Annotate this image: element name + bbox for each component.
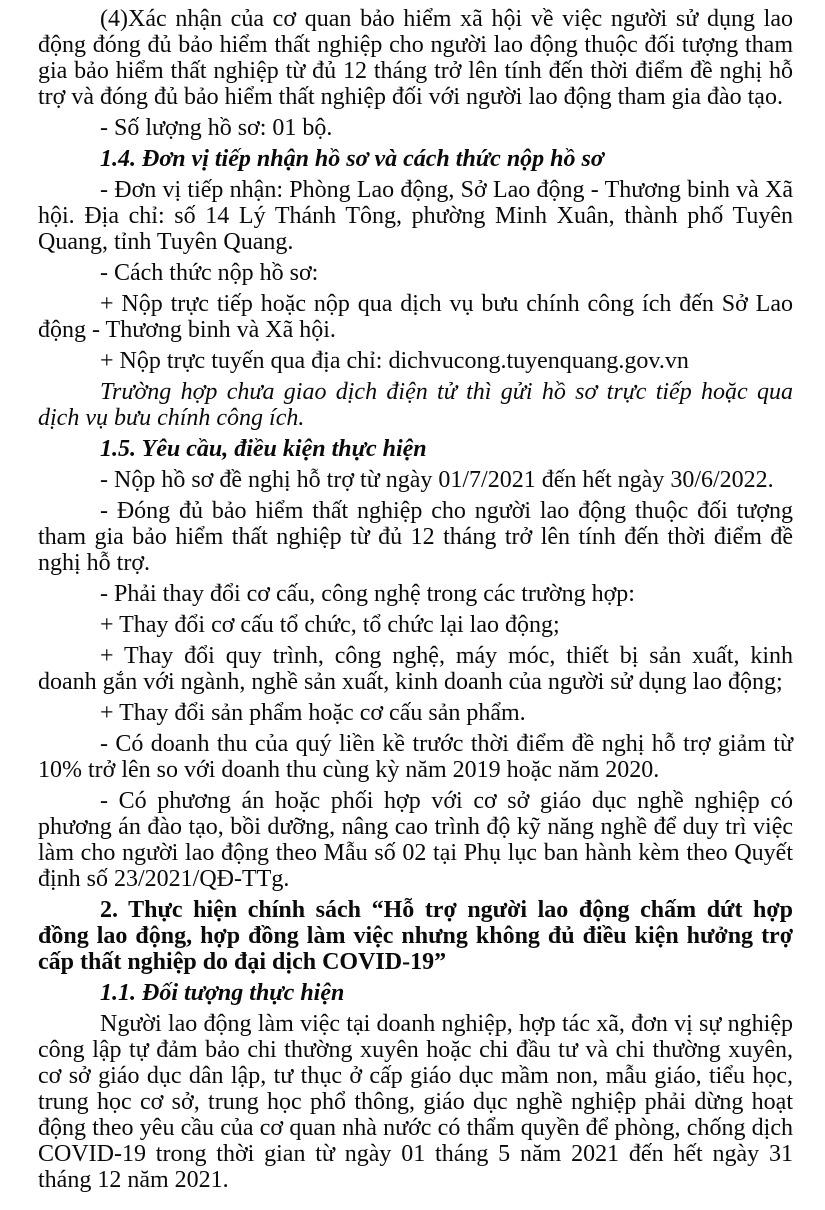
paragraph: - Số lượng hồ sơ: 01 bộ. xyxy=(100,115,333,141)
paragraph: (4)Xác nhận của cơ quan bảo hiểm xã hội về việc người sử dụng lao động đóng đủ bảo hiểm thất nghiệp cho người lao động thuộc đối tượng tham gia bảo hiểm thất nghiệp từ đủ 12 tháng trở lên tính đến thời điểm đề nghị hỗ trợ và đóng đủ bảo hiểm thất nghiệp đối với người lao động tham gia đào tạo. xyxy=(38,6,793,110)
paragraph: Người lao động làm việc tại doanh nghiệp, hợp tác xã, đơn vị sự nghiệp công lập tự đảm bảo chi thường xuyên hoặc chi đầu tư và chi thường xuyên, cơ sở giáo dục dân lập, tư thục ở cấp giáo dục mầm non, mẫu giáo, tiểu học, trung học cơ sở, trung học phổ thông, giáo dục nghề nghiệp phải dừng hoạt động theo yêu cầu của cơ quan nhà nước có thẩm quyền để phòng, chống dịch COVID-19 trong thời gian từ ngày 01 tháng 5 năm 2021 đến hết ngày 31 tháng 12 năm 2021. xyxy=(38,1011,793,1193)
paragraph: 1.1. Đối tượng thực hiện xyxy=(100,980,345,1006)
paragraph: - Nộp hồ sơ đề nghị hỗ trợ từ ngày 01/7/2021 đến hết ngày 30/6/2022. xyxy=(100,467,774,493)
paragraph: 2. Thực hiện chính sách “Hỗ trợ người lao động chấm dứt hợp đồng lao động, hợp đồng làm việc nhưng không đủ điều kiện hưởng trợ cấp thất nghiệp do đại dịch COVID-19” xyxy=(38,897,793,975)
paragraph: 1.4. Đơn vị tiếp nhận hồ sơ và cách thức nộp hồ sơ xyxy=(100,146,604,172)
paragraph: + Nộp trực tiếp hoặc nộp qua dịch vụ bưu chính công ích đến Sở Lao động - Thương binh và Xã hội. xyxy=(38,291,793,343)
paragraph: - Có doanh thu của quý liền kề trước thời điểm đề nghị hỗ trợ giảm từ 10% trở lên so với doanh thu cùng kỳ năm 2019 hoặc năm 2020. xyxy=(38,731,793,783)
paragraph: - Cách thức nộp hồ sơ: xyxy=(100,260,319,286)
paragraph: - Phải thay đổi cơ cấu, công nghệ trong các trường hợp: xyxy=(100,581,635,607)
paragraph: 1.5. Yêu cầu, điều kiện thực hiện xyxy=(100,436,427,462)
paragraph: + Thay đổi quy trình, công nghệ, máy móc, thiết bị sản xuất, kinh doanh gắn với ngành, nghề sản xuất, kinh doanh của người sử dụng lao động; xyxy=(38,643,793,695)
paragraph: - Có phương án hoặc phối hợp với cơ sở giáo dục nghề nghiệp có phương án đào tạo, bồi dưỡng, nâng cao trình độ kỹ năng nghề để duy trì việc làm cho người lao động theo Mẫu số 02 tại Phụ lục ban hành kèm theo Quyết định số 23/2021/QĐ-TTg. xyxy=(38,788,793,892)
paragraph: + Thay đổi cơ cấu tổ chức, tổ chức lại lao động; xyxy=(100,612,560,638)
paragraph: + Thay đổi sản phẩm hoặc cơ cấu sản phẩm. xyxy=(100,700,526,726)
paragraph: - Đơn vị tiếp nhận: Phòng Lao động, Sở Lao động - Thương binh và Xã hội. Địa chỉ: số 14 Lý Thánh Tông, phường Minh Xuân, thành phố Tuyên Quang, tỉnh Tuyên Quang. xyxy=(38,177,793,255)
paragraph: Trường hợp chưa giao dịch điện tử thì gửi hồ sơ trực tiếp hoặc qua dịch vụ bưu chính công ích. xyxy=(38,379,793,431)
paragraph: + Nộp trực tuyến qua địa chỉ: dichvucong.tuyenquang.gov.vn xyxy=(100,348,689,374)
paragraph: - Đóng đủ bảo hiểm thất nghiệp cho người lao động thuộc đối tượng tham gia bảo hiểm thất nghiệp từ đủ 12 tháng trở lên tính đến thời điểm đề nghị hỗ trợ. xyxy=(38,498,793,576)
